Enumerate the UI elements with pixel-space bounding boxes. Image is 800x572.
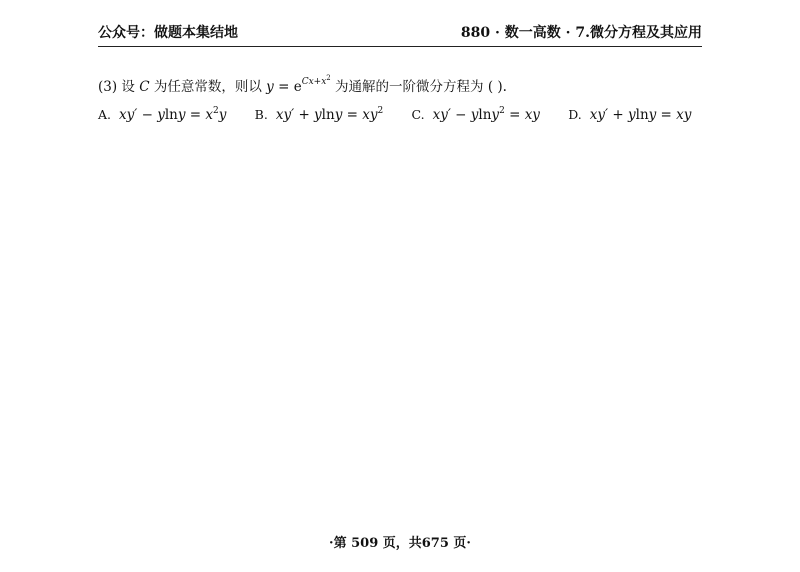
question-text [98,74,507,95]
option-letter: B. [254,107,268,122]
option-d[interactable] [568,106,691,123]
header-divider [98,46,702,47]
equation-e: = e [273,79,302,95]
exponent-base: Cx+x [301,77,327,87]
option-a[interactable] [98,106,226,123]
option-sup: 2 [213,106,219,116]
option-ln: ln [478,107,492,123]
option-c[interactable] [411,106,539,123]
option-letter: D. [568,107,582,122]
option-lhs: xy′ − y [432,107,479,123]
question-suffix: 为通解的一阶微分方程为 ( ). [335,79,507,95]
option-lhs: xy′ + y [589,107,636,123]
page-footer: ·第 509 页，共675 页· [329,536,471,551]
option-rhs-tail: = xy [504,107,540,123]
option-rhs: y = xy [648,107,692,123]
option-ln: ln [635,107,649,123]
option-b[interactable] [255,106,384,123]
question-mid: 为任意常数，则以 [153,79,262,95]
option-rhs: y = xy [334,107,378,123]
header-section: 880 · 数一高数 · 7.微分方程及其应用 [460,25,702,41]
page-header [98,22,702,44]
option-letter: C. [411,107,425,122]
option-rhs: y = x [177,107,213,123]
option-sup: 2 [377,106,384,116]
option-sup: 2 [499,106,505,116]
option-rhs: y [491,107,500,123]
option-ln: ln [321,107,335,123]
option-ln: ln [164,107,178,123]
var-c: C [139,79,150,95]
exponent [301,74,331,87]
option-lhs: xy′ + y [275,107,322,123]
exponent-square: 2 [326,74,331,82]
var-y: y [266,79,274,95]
answer-options [98,106,715,123]
question-prefix: (3) 设 [98,79,135,95]
option-rhs-tail: y [218,107,227,123]
option-lhs: xy′ − y [119,107,165,123]
option-letter: A. [98,107,112,122]
header-source: 公众号：做题本集结地 [98,25,238,41]
